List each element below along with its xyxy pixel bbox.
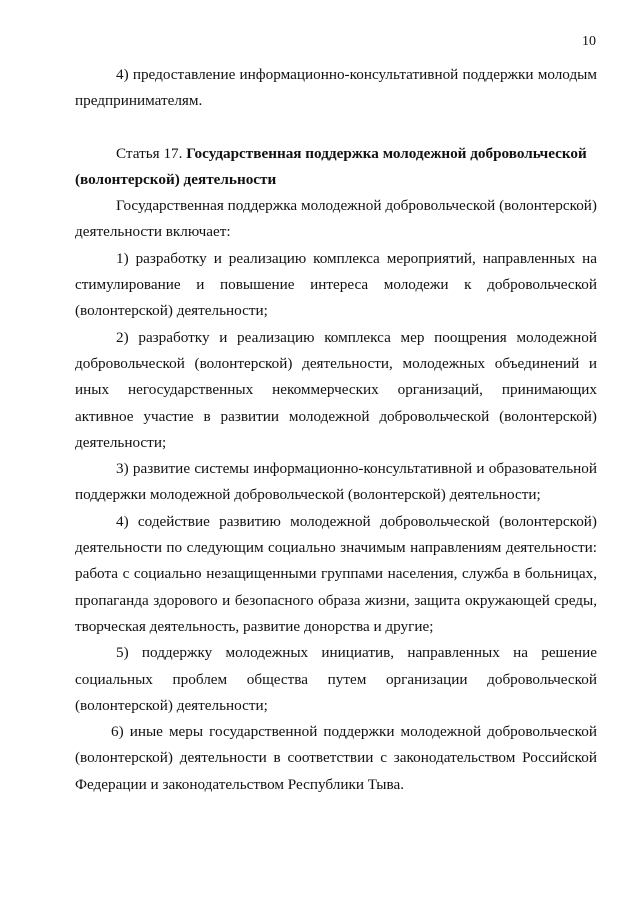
paragraph-item-5: 5) поддержку молодежных инициатив, направленных на решение социальных проблем общества путем организации добровольческой (волонтерской) деятельности; bbox=[75, 644, 597, 714]
intro-item: 4) предоставление информационно-консультативной поддержки молодым предпринимателям. bbox=[75, 66, 597, 110]
article-heading bbox=[75, 141, 597, 194]
section-gap bbox=[75, 115, 597, 141]
article-label: Статья 17. bbox=[116, 144, 183, 162]
article-title: Государственная поддержка молодежной добровольческой (волонтерской) деятельности bbox=[75, 144, 587, 188]
paragraph-item-1: 1) разработку и реализацию комплекса мероприятий, направленных на стимулирование и повышение интереса молодежи к добровольческой (волонтерской) деятельности; bbox=[75, 249, 597, 320]
document-body bbox=[75, 62, 597, 798]
paragraph-item-4: 4) содействие развитию молодежной добровольческой (волонтерской) деятельности по следующим социально значимым направлениям деятельности: работа с социально незащищенными группами населения, служба в больницах, пропаганда здорового и безопасного образа жизни, защита окружающей среды, творческая деятельность, развитие донорства и другие; bbox=[75, 512, 597, 635]
paragraph-intro: Государственная поддержка молодежной добровольческой (волонтерской) деятельности включает: bbox=[75, 197, 597, 241]
page-number: 10 bbox=[582, 34, 596, 49]
paragraph-item-6: 6) иные меры государственной поддержки молодежной добровольческой (волонтерской) деятельности в соответствии с законодательством Российской Федерации и законодательством Республики Тыва. bbox=[75, 723, 597, 793]
paragraph-item-2: 2) разработку и реализацию комплекса мер поощрения молодежной добровольческой (волонтерской) деятельности, молодежных объединений и иных негосударственных некоммерческих организаций, принимающих активное участие в развитии молодежной добровольческой (волонтерской) деятельности; bbox=[75, 328, 597, 451]
paragraph-item-3: 3) развитие системы информационно-консультативной и образовательной поддержки молодежной добровольческой (волонтерской) деятельности; bbox=[75, 460, 597, 504]
